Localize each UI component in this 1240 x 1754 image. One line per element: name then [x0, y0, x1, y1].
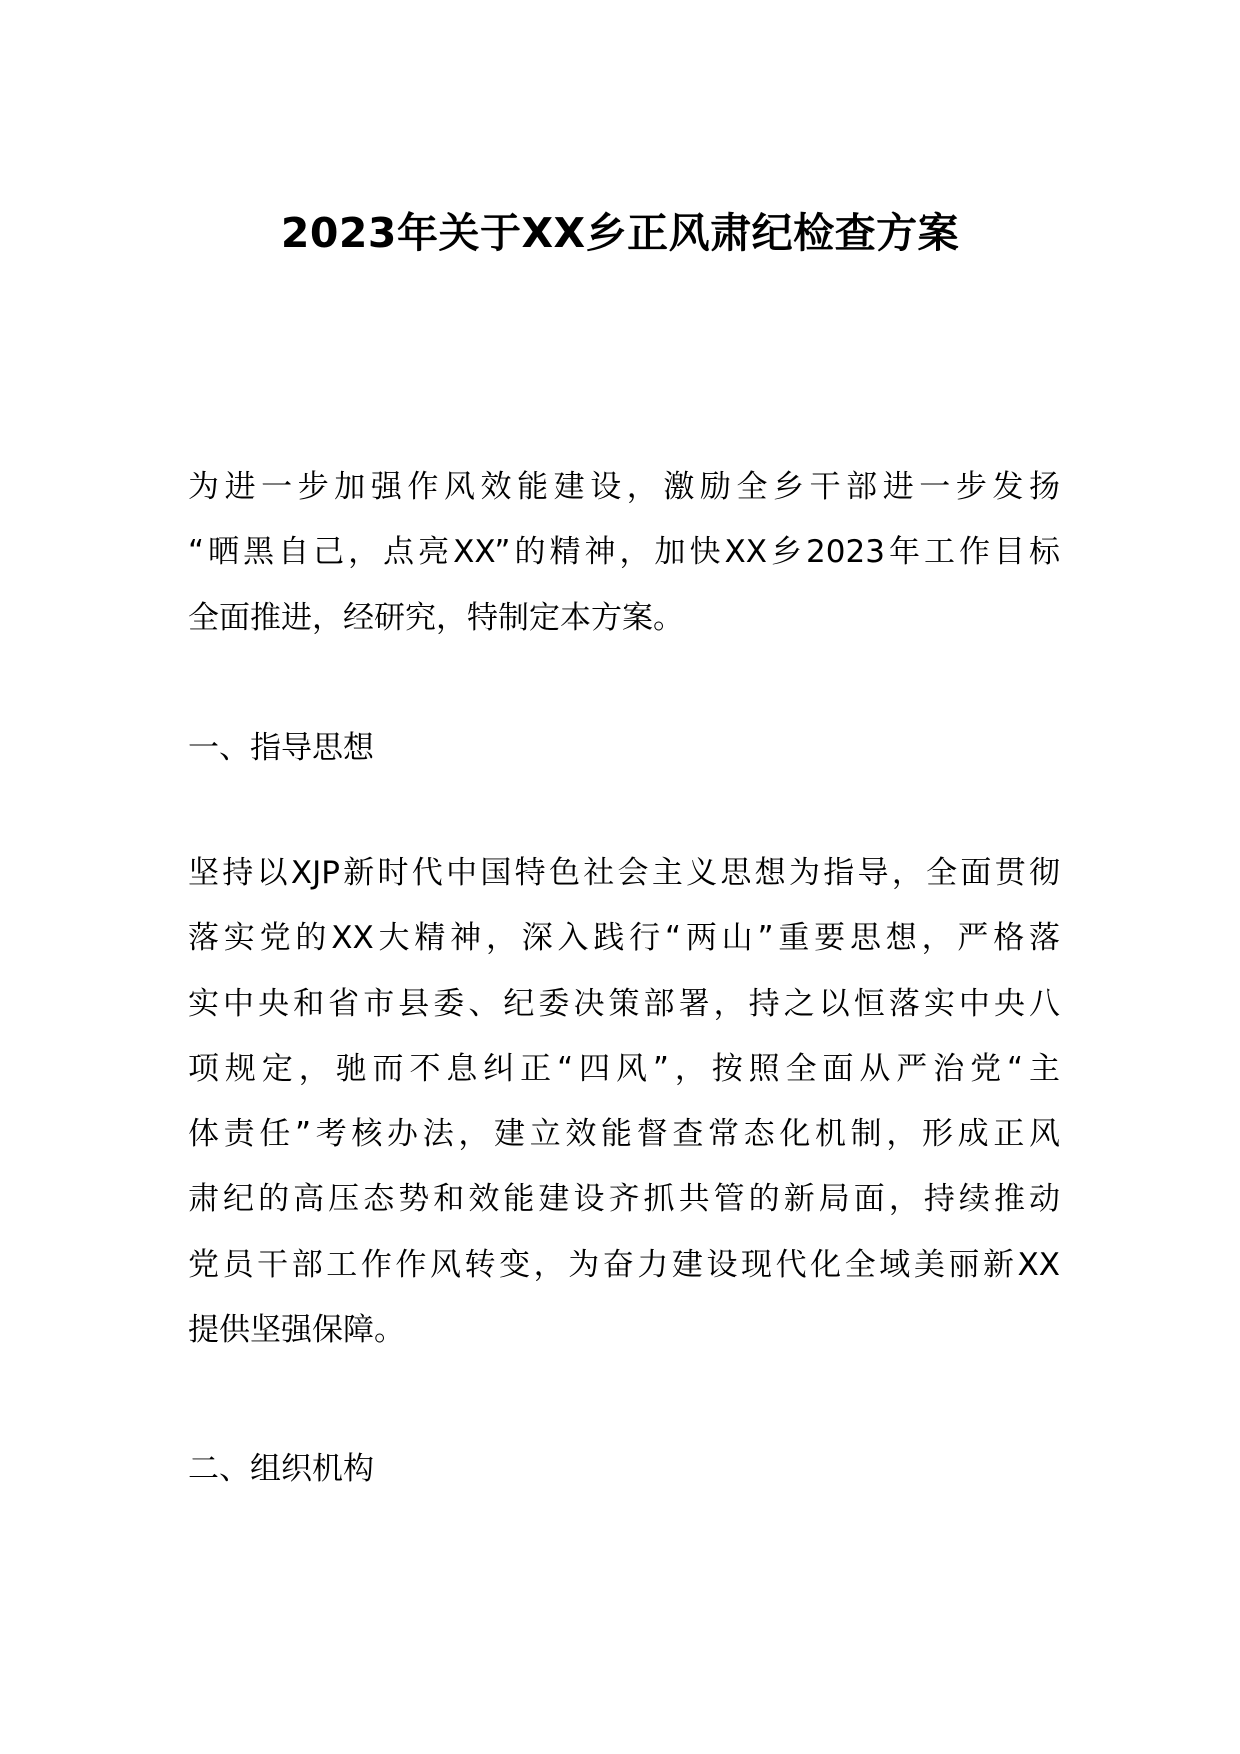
paragraph-line: 落实党的XX大精神，深入践行“两山”重要思想，严格落 [188, 920, 1060, 957]
paragraph-line: 全面推进，经研究，特制定本方案。 [188, 599, 684, 636]
paragraph-line: 体责任”考核办法，建立效能督查常态化机制，形成正风 [188, 1116, 1060, 1153]
paragraph-line: 坚持以XJP新时代中国特色社会主义思想为指导，全面贯彻 [188, 855, 1060, 891]
paragraph-line: 肃纪的高压态势和效能建设齐抓共管的新局面，持续推动 [188, 1181, 1060, 1218]
document-title: 2023年关于XX乡正风肃纪检查方案 [280, 209, 960, 257]
paragraph-line: 提供坚强保障。 [188, 1312, 405, 1349]
section-heading-guiding-ideology [188, 716, 1060, 781]
guiding-ideology-paragraph [188, 841, 1060, 1363]
section-heading-text: 二、组织机构 [188, 1451, 374, 1487]
paragraph-line: “晒黑自己，点亮XX”的精神，加快XX乡2023年工作目标 [188, 534, 1060, 571]
section-heading-organization [188, 1437, 1060, 1502]
section-heading-text: 一、指导思想 [188, 730, 374, 766]
paragraph-line: 实中央和省市县委、纪委决策部署，持之以恒落实中央八 [188, 985, 1060, 1022]
paragraph-line: 为进一步加强作风效能建设，激励全乡干部进一步发扬 [188, 469, 1060, 505]
paragraph-line: 党员干部工作作风转变，为奋力建设现代化全域美丽新XX [188, 1246, 1060, 1283]
intro-paragraph [188, 455, 1060, 651]
paragraph-line: 项规定，驰而不息纠正“四风”，按照全面从严治党“主 [188, 1050, 1060, 1087]
